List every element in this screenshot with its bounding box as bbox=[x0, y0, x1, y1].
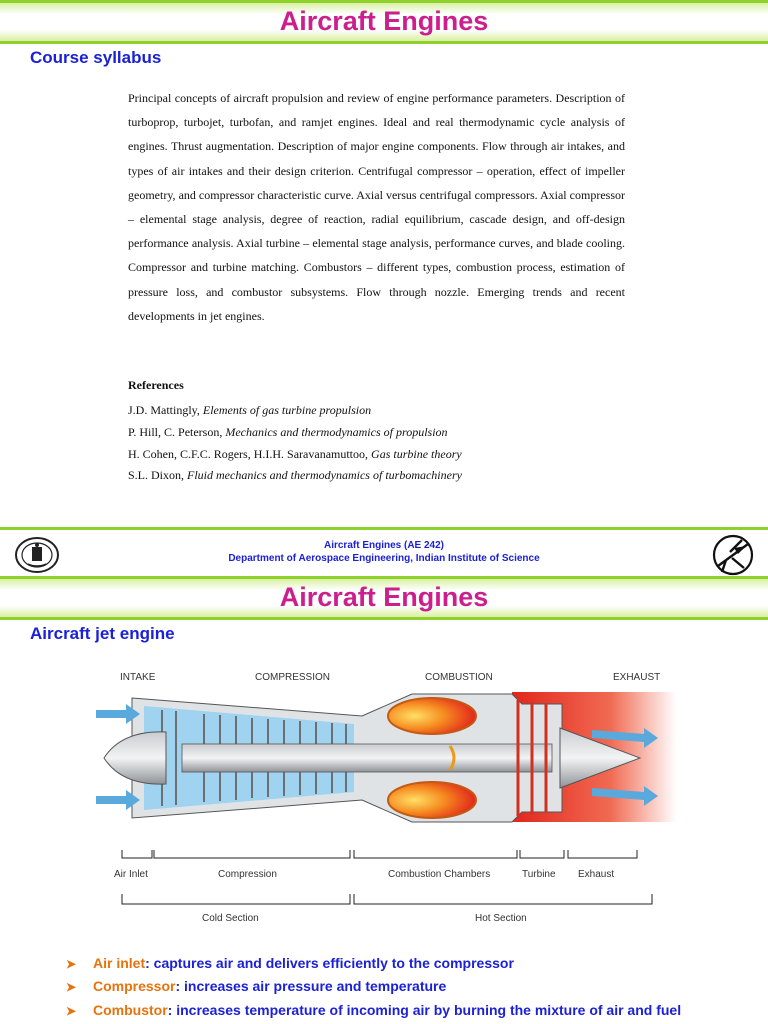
bullet-description: : captures air and delivers efficiently to the compressor bbox=[145, 955, 514, 971]
slide-title: Aircraft Engines bbox=[279, 6, 489, 36]
reference-item bbox=[128, 400, 648, 422]
section-brackets bbox=[122, 850, 652, 904]
bullet-arrow-icon: ➤ bbox=[66, 1004, 77, 1018]
slide-title: Aircraft Engines bbox=[279, 582, 489, 612]
nose-cone bbox=[104, 732, 166, 784]
reference-book: Fluid mechanics and thermodynamics of turbomachinery bbox=[187, 468, 462, 483]
combustion-chamber-bottom bbox=[388, 782, 476, 818]
label-compression-section: Compression bbox=[218, 869, 277, 880]
slide-footer bbox=[0, 527, 768, 576]
label-exhaust-section: Exhaust bbox=[578, 869, 615, 880]
footer-department: Department of Aerospace Engineering, Indian Institute of Science bbox=[228, 553, 540, 564]
label-cold-section: Cold Section bbox=[202, 913, 259, 924]
reference-authors: H. Cohen, C.F.C. Rogers, H.I.H. Saravanamuttoo, bbox=[128, 446, 372, 461]
label-turbine: Turbine bbox=[522, 869, 556, 880]
aerospace-logo-icon bbox=[712, 534, 754, 576]
bullet-arrow-icon: ➤ bbox=[66, 980, 77, 994]
footer-course: Aircraft Engines (AE 242) bbox=[323, 540, 445, 551]
slide-subtitle: Course syllabus bbox=[30, 48, 162, 67]
label-combustion-chambers: Combustion Chambers bbox=[388, 869, 491, 880]
label-air-inlet: Air Inlet bbox=[114, 869, 148, 880]
jet-engine-diagram bbox=[92, 664, 676, 932]
reference-book: Gas turbine theory bbox=[371, 446, 462, 461]
bullet-combustor bbox=[66, 1002, 681, 1018]
reference-book: Elements of gas turbine propulsion bbox=[202, 403, 372, 417]
label-exhaust: EXHAUST bbox=[613, 672, 661, 683]
label-intake: INTAKE bbox=[120, 672, 156, 683]
combustion-chamber-top bbox=[388, 698, 476, 734]
references-block bbox=[128, 378, 648, 487]
label-hot-section: Hot Section bbox=[475, 913, 527, 924]
reference-authors: J.D. Mattingly, bbox=[128, 403, 203, 417]
slide-subtitle: Aircraft jet engine bbox=[30, 624, 175, 643]
bullet-description: : increases air pressure and temperature bbox=[175, 978, 447, 994]
bullet-compressor bbox=[66, 978, 446, 994]
bullet-air-inlet bbox=[66, 955, 514, 971]
references-heading: References bbox=[128, 378, 184, 392]
engine-shaft bbox=[182, 744, 552, 772]
bullet-term: Combustor bbox=[93, 1002, 168, 1018]
bullet-term: Compressor bbox=[93, 978, 176, 994]
bullet-description: : increases temperature of incoming air by burning the mixture of air and fuel bbox=[167, 1002, 682, 1018]
label-compression: COMPRESSION bbox=[255, 672, 331, 683]
syllabus-paragraph: Principal concepts of aircraft propulsion and review of engine performance parameters. Description of turboprop, turbojet, turbofan, and ramjet engines. Ideal and real thermodynamic cycle analysis of engines. Thrust augmentation. Description of major engine components. Flow through air intakes, and types of air intakes and their design criterion. Centrifugal compressor – operation, effect of impeller geometry, and compressor characteristic curve. Axial versus centrifugal compressors. Axial compressor – elemental stage analysis, degree of reaction, radial equilibrium, cascade design, and off-design performance analysis. Axial turbine – elemental stage analysis, performance curves, and blade cooling. Compressor and turbine matching. Combustors – different types, combustion process, estimation of pressure loss, and combustor subsystems. Flow through nozzle. Emerging trends and recent developments in jet engines. bbox=[128, 91, 625, 323]
reference-book: Mechanics and thermodynamics of propulsion bbox=[225, 424, 448, 439]
reference-authors: P. Hill, C. Peterson, bbox=[128, 424, 226, 439]
bullet-arrow-icon: ➤ bbox=[66, 957, 77, 971]
reference-item bbox=[128, 444, 648, 466]
bullet-term: Air inlet bbox=[93, 955, 146, 971]
label-combustion: COMBUSTION bbox=[425, 672, 493, 683]
reference-item bbox=[128, 422, 648, 444]
reference-item bbox=[128, 465, 648, 487]
reference-authors: S.L. Dixon, bbox=[128, 468, 188, 483]
